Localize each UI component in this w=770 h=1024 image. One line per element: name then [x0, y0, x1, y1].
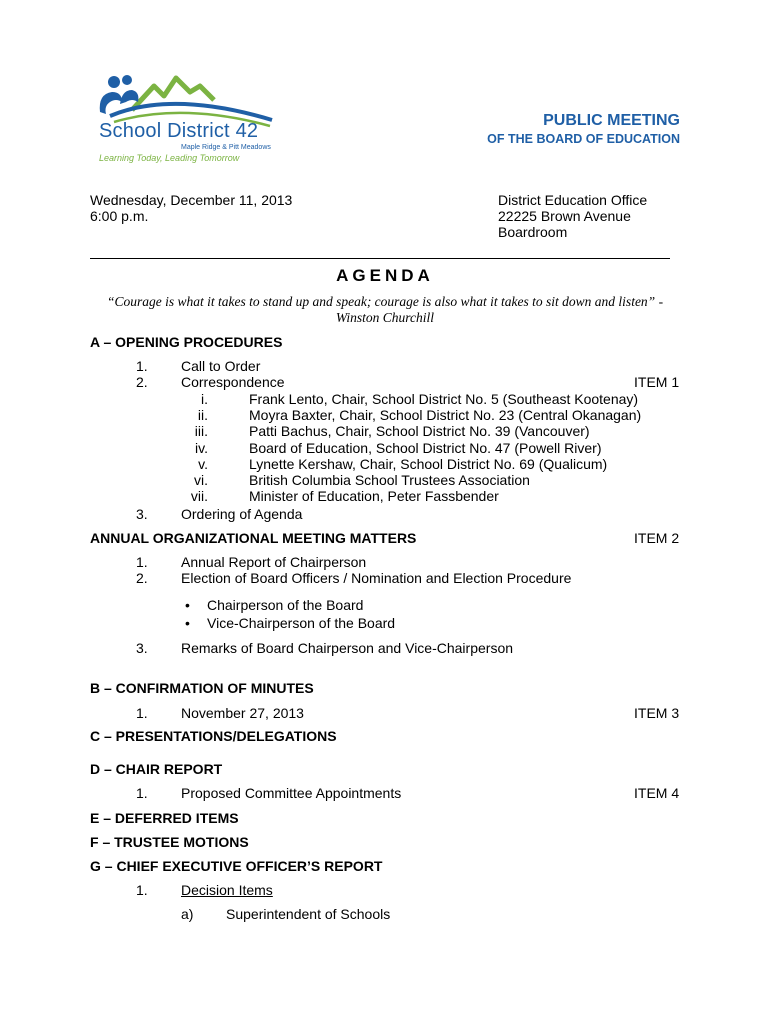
section-heading: ANNUAL ORGANIZATIONAL MEETING MATTERS [90, 530, 417, 546]
item-number: 3. [136, 506, 148, 522]
agenda-item: Remarks of Board Chairperson and Vice-Chairperson [181, 640, 514, 656]
section-heading: D – CHAIR REPORT [90, 761, 223, 777]
item-number: 2. [136, 374, 148, 390]
section-heading: A – OPENING PROCEDURES [90, 334, 283, 350]
sub-item-number: iii. [194, 423, 208, 439]
agenda-item: Ordering of Agenda [181, 506, 303, 522]
section-heading: C – PRESENTATIONS/DELEGATIONS [90, 728, 337, 744]
logo-subtitle: Maple Ridge & Pitt Meadows [181, 144, 271, 151]
section-heading: E – DEFERRED ITEMS [90, 810, 239, 826]
sub-item-number: ii. [197, 407, 208, 423]
item-number: 1. [136, 554, 148, 570]
quote-author: Winston Churchill [335, 310, 435, 325]
logo-name: School District 42 [99, 120, 259, 142]
agenda-heading: AGENDA [336, 266, 434, 285]
agenda-item: Decision Items [181, 882, 273, 898]
correspondence-item: Board of Education, School District No. 47 (Powell River) [249, 440, 602, 456]
agenda-item: November 27, 2013 [181, 705, 304, 721]
logo-tagline: Learning Today, Leading Tomorrow [99, 153, 240, 163]
page-subtitle: OF THE BOARD OF EDUCATION [487, 132, 680, 146]
sub-agenda-item: Superintendent of Schools [226, 906, 391, 922]
location-line: District Education Office [498, 192, 648, 208]
agenda-item: Call to Order [181, 358, 261, 374]
item-number: 2. [136, 570, 148, 586]
location-line: Boardroom [498, 224, 568, 240]
location-line: 22225 Brown Avenue [498, 208, 631, 224]
item-number: 1. [136, 705, 148, 721]
item-number: 3. [136, 640, 148, 656]
agenda-item: Annual Report of Chairperson [181, 554, 367, 570]
correspondence-item: Frank Lento, Chair, School District No. 5 (Southeast Kootenay) [249, 391, 639, 407]
divider [90, 258, 670, 259]
section-heading: B – CONFIRMATION OF MINUTES [90, 680, 314, 696]
page-title: PUBLIC MEETING [543, 112, 680, 129]
bullet-item: • Chairperson of the Board [207, 597, 363, 613]
agenda-item: Correspondence [181, 374, 285, 390]
section-heading: G – CHIEF EXECUTIVE OFFICER’S REPORT [90, 858, 383, 874]
item-reference: ITEM 4 [634, 785, 680, 801]
sub-item-number: i. [201, 391, 208, 407]
item-reference: ITEM 2 [634, 530, 680, 546]
sub-item-number: iv. [195, 440, 208, 456]
sub-item-number: a) [181, 906, 194, 922]
correspondence-item: Moyra Baxter, Chair, School District No. 23 (Central Okanagan) [249, 407, 642, 423]
correspondence-item: Minister of Education, Peter Fassbender [249, 488, 499, 504]
item-reference: ITEM 1 [634, 374, 680, 390]
agenda-item: Proposed Committee Appointments [181, 785, 402, 801]
meeting-date: Wednesday, December 11, 2013 [90, 192, 293, 208]
correspondence-item: British Columbia School Trustees Association [249, 472, 530, 488]
bullet-item: • Vice-Chairperson of the Board [207, 615, 395, 631]
quote-text: “Courage is what it takes to stand up and speak; courage is also what it takes to sit down and listen” - [106, 294, 664, 309]
item-number: 1. [136, 358, 148, 374]
item-number: 1. [136, 785, 148, 801]
sub-item-number: vi. [194, 472, 208, 488]
correspondence-item: Patti Bachus, Chair, School District No. 39 (Vancouver) [249, 423, 590, 439]
meeting-time: 6:00 p.m. [90, 208, 149, 224]
item-reference: ITEM 3 [634, 705, 680, 721]
agenda-item: Election of Board Officers / Nomination and Election Procedure [181, 570, 572, 586]
section-heading: F – TRUSTEE MOTIONS [90, 834, 249, 850]
sub-item-number: vii. [190, 488, 208, 504]
sub-item-number: v. [198, 456, 208, 472]
correspondence-item: Lynette Kershaw, Chair, School District No. 69 (Qualicum) [249, 456, 608, 472]
item-number: 1. [136, 882, 148, 898]
